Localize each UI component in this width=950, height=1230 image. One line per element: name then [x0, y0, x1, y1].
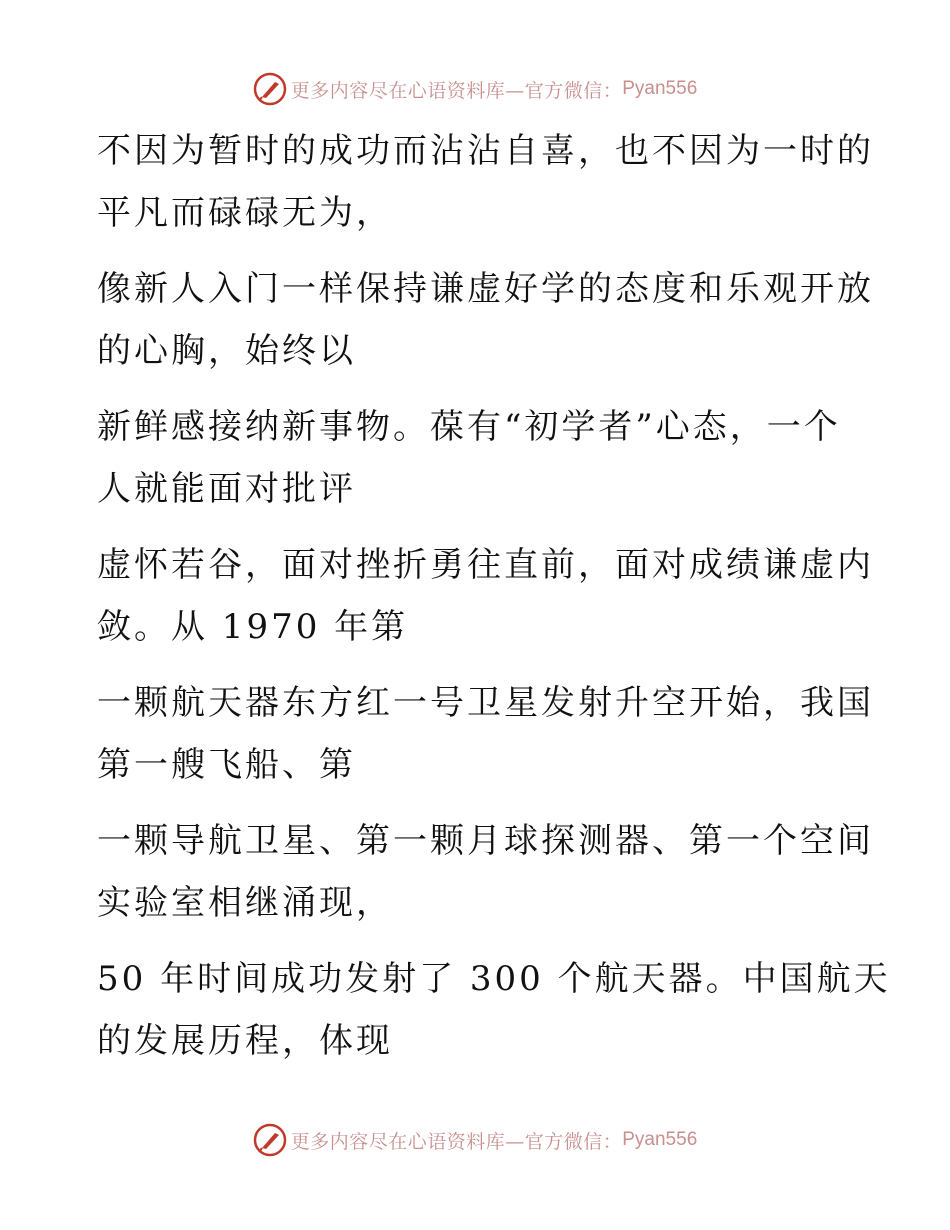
footer-wechat-id: Pyan556	[622, 1129, 698, 1150]
quill-logo-icon	[253, 1123, 287, 1157]
footer-banner	[0, 1122, 950, 1158]
paragraph	[97, 396, 841, 520]
text-line: 虚怀若谷，面对挫折勇往直前，面对成绩谦虚内	[97, 545, 874, 585]
text-line: 人就能面对批评	[97, 469, 356, 509]
paragraph	[97, 258, 874, 382]
text-line: 的发展历程，体现	[97, 1021, 393, 1061]
header-wechat-id: Pyan556	[622, 78, 698, 99]
footer-banner-text: 更多内容尽在心语资料库—官方微信：	[290, 1130, 623, 1153]
text-line: 新鲜感接纳新事物。葆有“初学者”心态，一个	[97, 407, 841, 447]
paragraph	[97, 120, 874, 244]
paragraph	[97, 948, 891, 1072]
text-line: 敛。从 1970 年第	[97, 607, 409, 647]
paragraph	[97, 672, 874, 796]
text-line: 一颗导航卫星、第一颗月球探测器、第一个空间	[97, 821, 874, 861]
text-line: 的心胸，始终以	[97, 331, 356, 371]
paragraph	[97, 534, 874, 658]
text-line: 实验室相继涌现，	[97, 883, 393, 923]
quill-logo-icon	[253, 72, 287, 106]
paragraph	[97, 810, 874, 934]
text-line: 第一艘飞船、第	[97, 745, 356, 785]
text-line: 50 年时间成功发射了 300 个航天器。中国航天	[97, 959, 891, 999]
text-line: 像新人入门一样保持谦虚好学的态度和乐观开放	[97, 269, 874, 309]
text-line: 一颗航天器东方红一号卫星发射升空开始，我国	[97, 683, 874, 723]
text-line: 不因为暂时的成功而沾沾自喜，也不因为一时的	[97, 131, 874, 171]
document-body	[97, 120, 891, 1086]
text-line: 平凡而碌碌无为，	[97, 193, 393, 233]
header-banner-text: 更多内容尽在心语资料库—官方微信：	[290, 79, 623, 102]
header-banner	[0, 71, 950, 107]
